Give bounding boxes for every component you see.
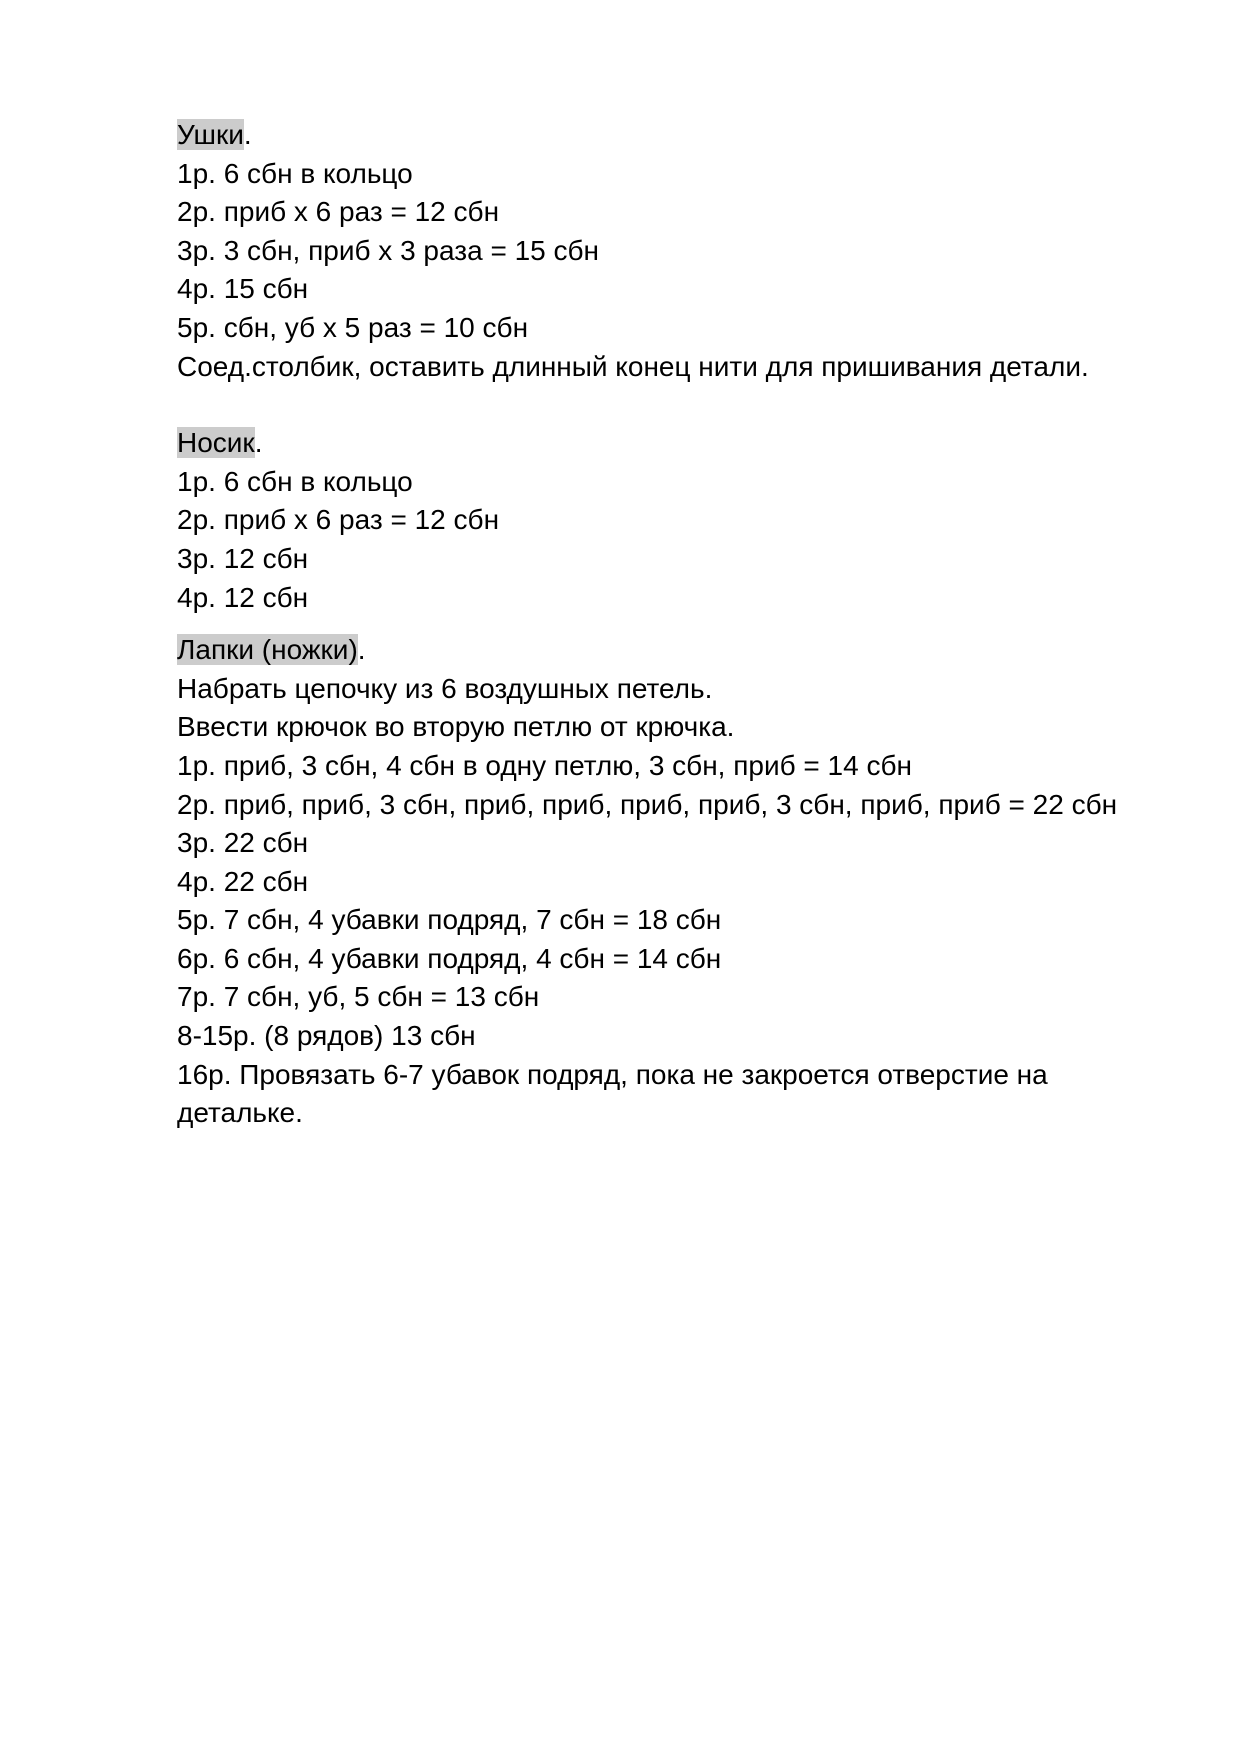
instruction-line: 1р. приб, 3 сбн, 4 сбн в одну петлю, 3 сбн, приб = 14 сбн	[177, 749, 912, 781]
instruction-line: Набрать цепочку из 6 воздушных петель.	[177, 672, 713, 704]
heading-suffix: .	[243, 119, 252, 150]
section-heading	[177, 631, 1177, 670]
document-page	[177, 116, 1177, 1133]
instruction-line: 2р. приб, приб, 3 сбн, приб, приб, приб, приб, 3 сбн, приб, приб = 22 сбн	[177, 788, 1118, 820]
section-ears	[177, 116, 1177, 386]
instruction-line: 1р. 6 сбн в кольцо	[177, 465, 413, 497]
instruction-line: 7р. 7 сбн, уб, 5 сбн = 13 сбн	[177, 981, 540, 1013]
heading-highlight: Лапки (ножки)	[177, 634, 358, 666]
heading-suffix: .	[254, 427, 263, 459]
heading-highlight: Ушки	[177, 119, 244, 150]
instruction-line: 8-15р. (8 рядов) 13 сбн	[177, 1020, 476, 1052]
section-heading	[177, 116, 1177, 155]
instruction-line: 4р. 12 сбн	[177, 581, 309, 613]
section-heading	[177, 424, 1177, 463]
instruction-line: 3р. 22 сбн	[177, 827, 309, 859]
instruction-line: 5р. сбн, уб х 5 раз = 10 сбн	[177, 311, 529, 343]
instruction-line: Ввести крючок во вторую петлю от крючка.	[177, 711, 735, 743]
instruction-line: 3р. 12 сбн	[177, 542, 309, 574]
instruction-line: 1р. 6 сбн в кольцо	[177, 157, 413, 189]
instruction-line: Соед.столбик, оставить длинный конец нити для пришивания детали.	[177, 350, 1089, 382]
instruction-line: 3р. 3 сбн, приб х 3 раза = 15 сбн	[177, 234, 600, 266]
instruction-line: 2р. приб х 6 раз = 12 сбн	[177, 504, 500, 536]
instruction-line: 6р. 6 сбн, 4 убавки подряд, 4 сбн = 14 сбн	[177, 942, 722, 974]
section-paws	[177, 631, 1177, 1133]
instruction-line: 16р. Провязать 6-7 убавок подряд, пока не закроется отверстие на детальке.	[177, 1058, 1048, 1129]
heading-suffix: .	[357, 634, 366, 666]
instruction-line: 5р. 7 сбн, 4 убавки подряд, 7 сбн = 18 сбн	[177, 904, 722, 936]
section-nose	[177, 424, 1177, 617]
heading-highlight: Носик	[177, 427, 255, 459]
instruction-line: 4р. 15 сбн	[177, 273, 309, 305]
instruction-line: 4р. 22 сбн	[177, 865, 309, 897]
instruction-line: 2р. приб х 6 раз = 12 сбн	[177, 196, 500, 228]
